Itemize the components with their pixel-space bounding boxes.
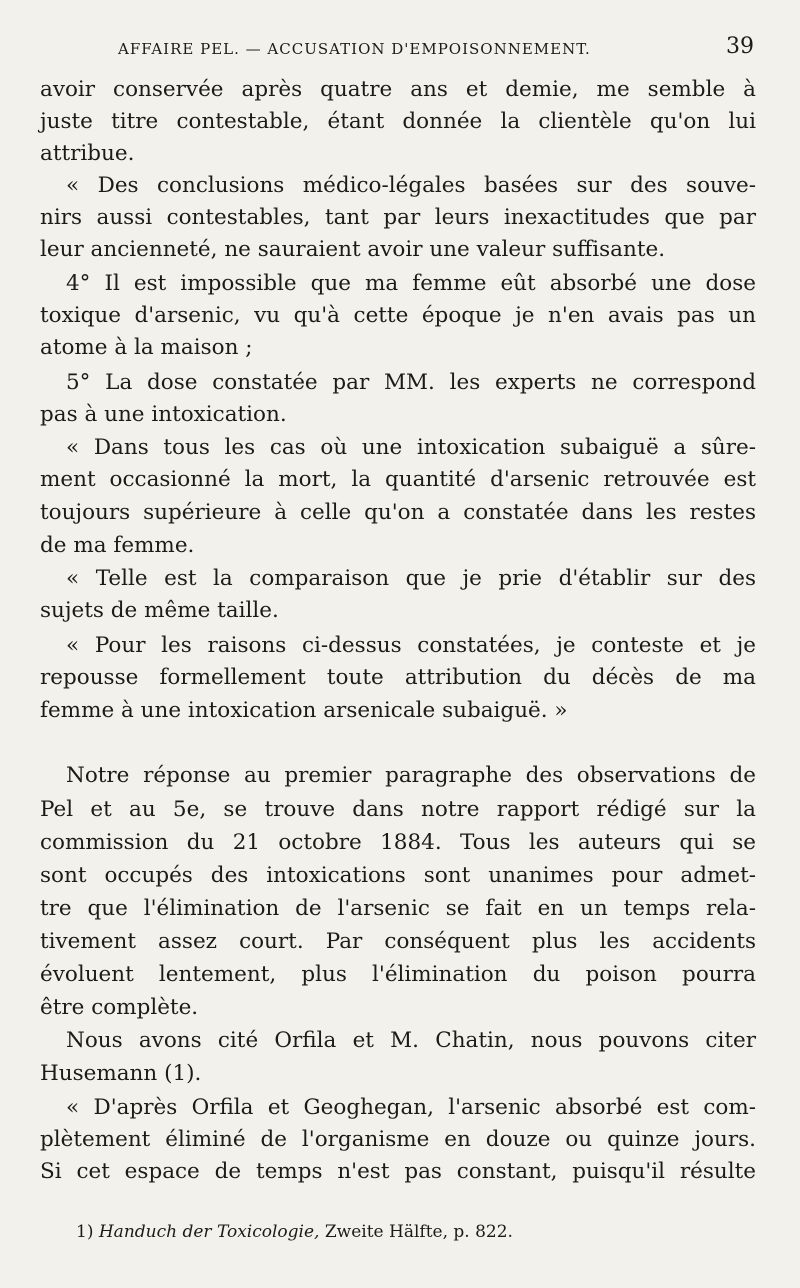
text-line: Husemann (1). <box>40 1061 202 1086</box>
text-line: ment occasionné la mort, la quantité d'arsenic retrouvée est <box>40 467 756 492</box>
text-line: Pel et au 5e, se trouve dans notre rapport rédigé sur la <box>40 797 756 822</box>
text-line: « Des conclusions médico-légales basées sur des souve- <box>66 173 756 198</box>
text-line: « D'après Orfila et Geoghegan, l'arsenic absorbé est com- <box>66 1095 756 1120</box>
text-line: nirs aussi contestables, tant par leurs inexactitudes que par <box>40 205 756 230</box>
text-line: Si cet espace de temps n'est pas constant, puisqu'il résulte <box>40 1159 756 1184</box>
text-line: pas à une intoxication. <box>40 402 287 427</box>
text-line: tivement assez court. Par conséquent plus les accidents <box>40 929 756 954</box>
text-line: 5° La dose constatée par MM. les experts ne correspond <box>66 370 756 395</box>
text-line: de ma femme. <box>40 533 195 558</box>
text-line: Notre réponse au premier paragraphe des observations de <box>66 763 756 788</box>
text-line: « Dans tous les cas où une intoxication subaiguë a sûre- <box>66 435 756 460</box>
text-line: leur ancienneté, ne sauraient avoir une valeur suffisante. <box>40 237 666 262</box>
text-line: plètement éliminé de l'organisme en douze ou quinze jours. <box>40 1127 756 1152</box>
text-line: tre que l'élimination de l'arsenic se fait en un temps rela- <box>40 896 756 921</box>
footnote-reference: Zweite Hälfte, p. 822. <box>324 1222 513 1242</box>
footnote-marker: 1) <box>76 1222 94 1242</box>
text-line: sujets de même taille. <box>40 598 279 623</box>
text-line: 4° Il est impossible que ma femme eût absorbé une dose <box>66 271 756 296</box>
text-line: repousse formellement toute attribution du décès de ma <box>40 665 756 690</box>
text-line: femme à une intoxication arsenicale subaiguë. » <box>40 698 568 723</box>
text-line: Nous avons cité Orfila et M. Chatin, nous pouvons citer <box>66 1028 756 1053</box>
page-header <box>40 34 760 64</box>
text-line: « Pour les raisons ci-dessus constatées, je conteste et je <box>66 633 756 658</box>
text-line: atome à la maison ; <box>40 335 253 360</box>
footnote <box>76 1222 513 1242</box>
text-line: sont occupés des intoxications sont unanimes pour admet- <box>40 863 756 888</box>
text-line: commission du 21 octobre 1884. Tous les auteurs qui se <box>40 830 756 855</box>
text-line: être complète. <box>40 995 199 1020</box>
text-line: toxique d'arsenic, vu qu'à cette époque je n'en avais pas un <box>40 303 756 328</box>
text-line: attribue. <box>40 141 135 166</box>
text-line: juste titre contestable, étant donnée la clientèle qu'on lui <box>40 109 756 134</box>
text-line: « Telle est la comparaison que je prie d'établir sur des <box>66 566 756 591</box>
footnote-title: Handuch der Toxicologie, <box>98 1222 320 1242</box>
page-number: 39 <box>726 34 754 59</box>
text-line: toujours supérieure à celle qu'on a constatée dans les restes <box>40 500 756 525</box>
text-line: avoir conservée après quatre ans et demie, me semble à <box>40 77 756 102</box>
text-line: évoluent lentement, plus l'élimination du poison pourra <box>40 962 756 987</box>
running-title: AFFAIRE PEL. — ACCUSATION D'EMPOISONNEMENT. <box>118 40 591 58</box>
